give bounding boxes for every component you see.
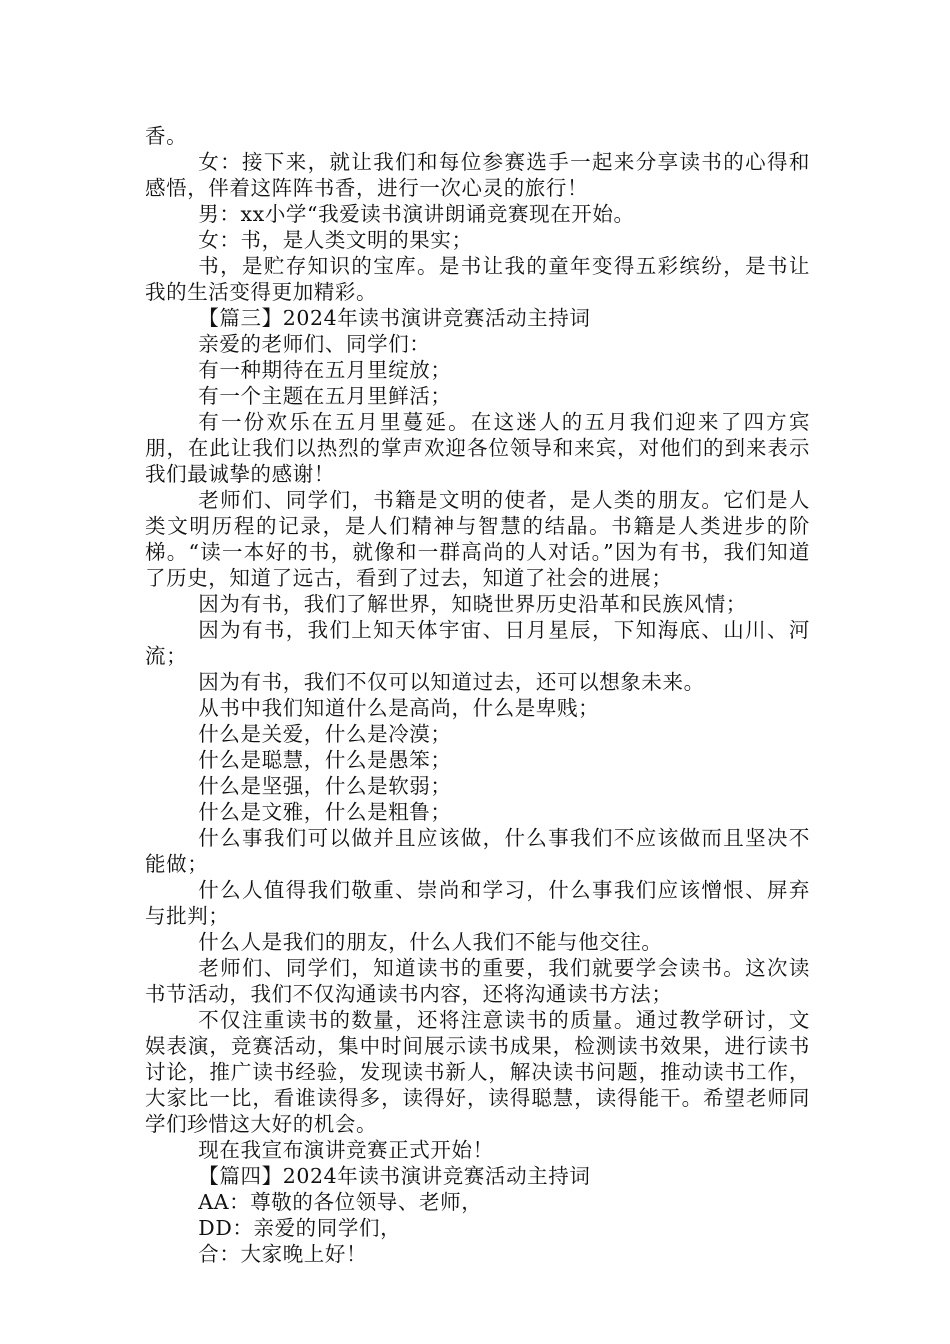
- paragraph: 因为有书，我们不仅可以知道过去，还可以想象未来。: [198, 670, 705, 694]
- paragraph: 因为有书，我们了解世界，知晓世界历史沿革和民族风情；: [198, 592, 747, 616]
- paragraph: 从书中我们知道什么是高尚，什么是卑贱；: [198, 696, 600, 720]
- paragraph: 有一种期待在五月里绽放；: [198, 358, 452, 382]
- paragraph: 有一个主题在五月里鲜活；: [198, 384, 452, 408]
- paragraph: 什么事我们可以做并且应该做，什么事我们不应该做而且坚决不能做；: [145, 826, 810, 876]
- paragraph: 老师们、同学们，知道读书的重要，我们就要学会读书。这次读书节活动，我们不仅沟通读书内容，还将沟通读书方法；: [145, 956, 810, 1006]
- paragraph: 合：大家晚上好！: [198, 1242, 368, 1266]
- paragraph: 女：书，是人类文明的果实；: [198, 228, 473, 252]
- paragraph: 什么是文雅，什么是粗鲁；: [198, 800, 452, 824]
- section-heading: 【篇四】2024年读书演讲竞赛活动主持词: [198, 1164, 591, 1188]
- paragraph: 什么是聪慧，什么是愚笨；: [198, 748, 452, 772]
- paragraph: 什么人值得我们敬重、崇尚和学习，什么事我们应该憎恨、屏弃与批判；: [145, 878, 810, 928]
- paragraph: 亲爱的老师们、同学们：: [198, 332, 431, 356]
- paragraph: 书，是贮存知识的宝库。是书让我的童年变得五彩缤纷，是书让我的生活变得更加精彩。: [145, 254, 810, 304]
- paragraph: 男：xx小学“我爱读书演讲朗诵竞赛现在开始。: [198, 202, 635, 226]
- paragraph: 因为有书，我们上知天体宇宙、日月星辰，下知海底、山川、河流；: [145, 618, 810, 668]
- paragraph: 女：接下来，就让我们和每位参赛选手一起来分享读书的心得和感悟，伴着这阵阵书香，进行一次心灵的旅行！: [145, 150, 810, 200]
- paragraph: 什么人是我们的朋友，什么人我们不能与他交往。: [198, 930, 663, 954]
- document-body: [145, 123, 810, 1267]
- paragraph: 现在我宣布演讲竞赛正式开始！: [198, 1138, 494, 1162]
- paragraph: 老师们、同学们，书籍是文明的使者，是人类的朋友。它们是人类文明历程的记录，是人们精神与智慧的结晶。书籍是人类进步的阶梯。“读一本好的书，就像和一群高尚的人对话。”因为有书，我们知道了历史，知道了远古，看到了过去，知道了社会的进展；: [145, 488, 810, 590]
- section-heading: 【篇三】2024年读书演讲竞赛活动主持词: [198, 306, 591, 330]
- paragraph: DD：亲爱的同学们，: [198, 1216, 402, 1240]
- paragraph: 什么是坚强，什么是软弱；: [198, 774, 452, 798]
- paragraph: 不仅注重读书的数量，还将注意读书的质量。通过教学研讨，文娱表演，竞赛活动，集中时间展示读书成果，检测读书效果，进行读书讨论，推广读书经验，发现读书新人，解决读书问题，推动读书工作，大家比一比，看谁读得多，读得好，读得聪慧，读得能干。希望老师同学们珍惜这大好的机会。: [145, 1008, 810, 1136]
- paragraph: AA：尊敬的各位领导、老师，: [198, 1190, 483, 1214]
- paragraph: 香。: [145, 124, 188, 148]
- paragraph: 有一份欢乐在五月里蔓延。在这迷人的五月我们迎来了四方宾朋，在此让我们以热烈的掌声欢迎各位领导和来宾，对他们的到来表示我们最诚挚的感谢！: [145, 410, 810, 486]
- paragraph: 什么是关爱，什么是冷漠；: [198, 722, 452, 746]
